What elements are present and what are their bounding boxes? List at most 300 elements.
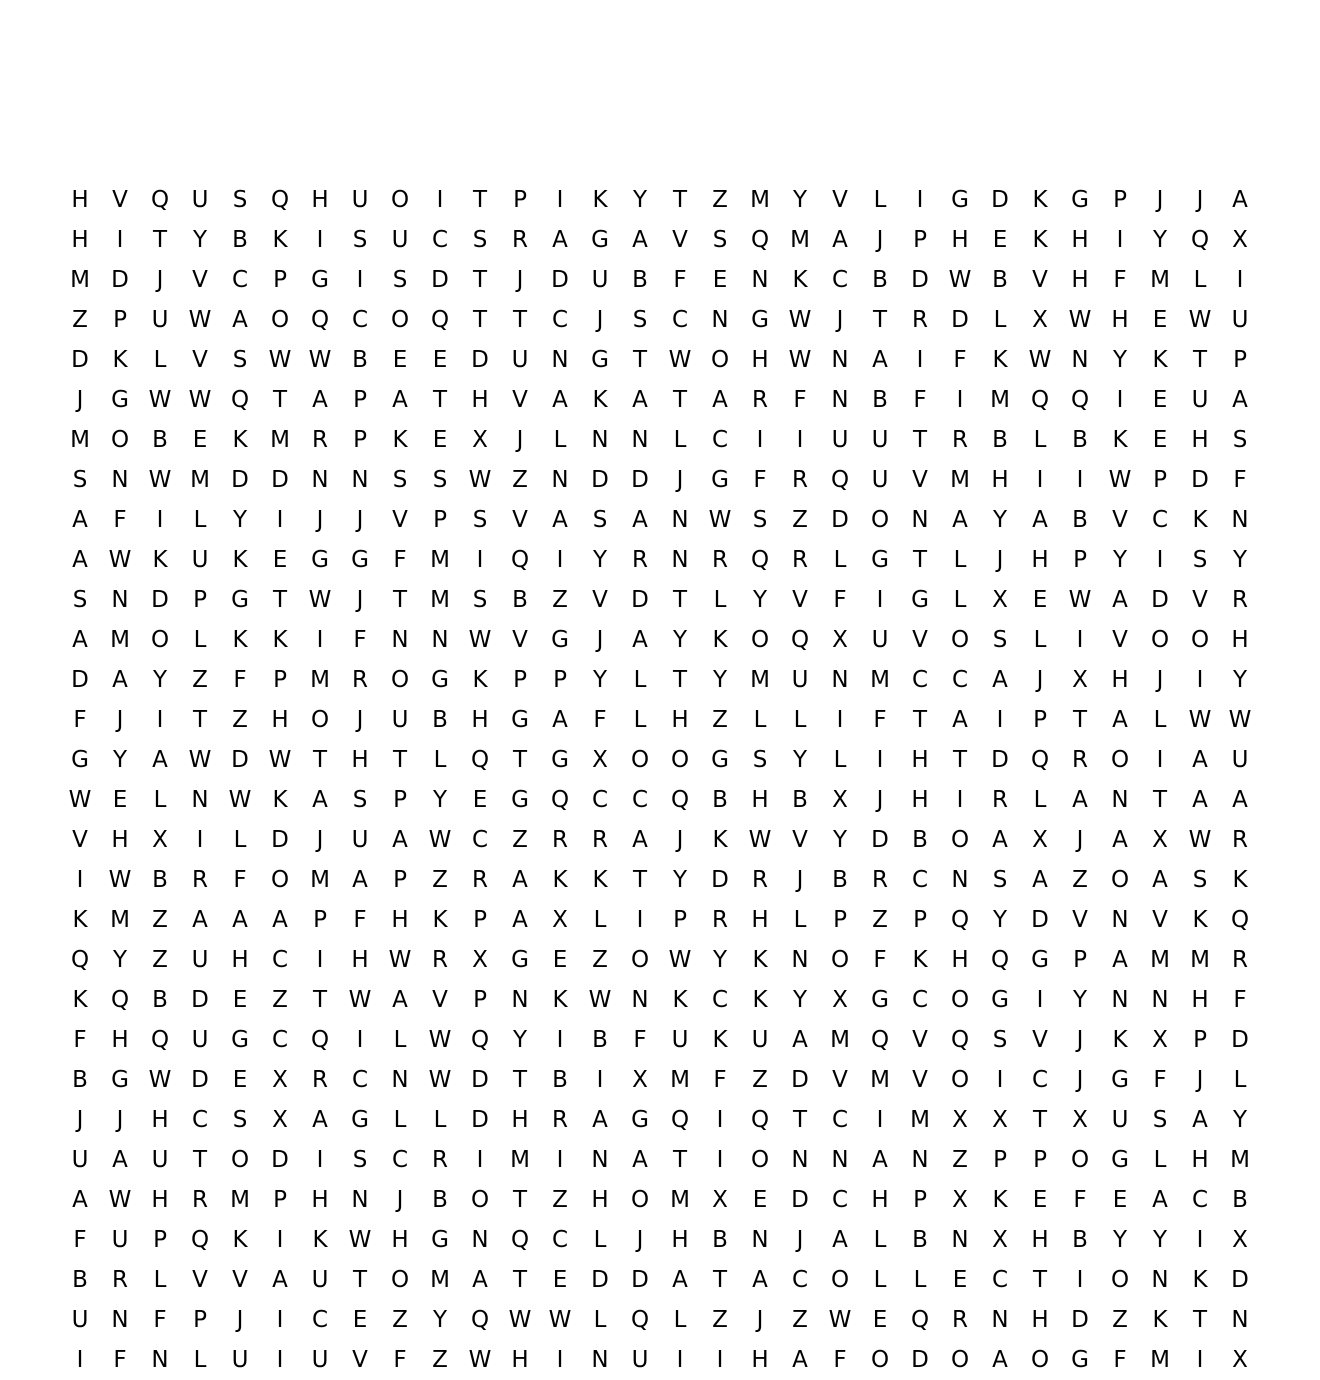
letter-cell[interactable]: L [953,546,967,573]
letter-cell[interactable]: L [153,786,167,813]
letter-cell[interactable]: G [311,266,329,293]
letter-cell[interactable]: T [512,306,528,333]
letter-cell[interactable]: S [472,586,488,613]
letter-cell[interactable]: Y [832,826,848,853]
letter-cell[interactable]: G [591,346,609,373]
letter-cell[interactable]: F [153,1306,167,1333]
letter-cell[interactable]: C [431,226,449,253]
letter-cell[interactable]: M [830,1026,850,1053]
letter-cell[interactable]: E [1032,586,1048,613]
letter-cell[interactable]: C [1151,506,1169,533]
letter-cell[interactable]: V [1072,906,1088,933]
letter-cell[interactable]: O [150,626,170,653]
letter-cell[interactable]: Y [792,746,808,773]
letter-cell[interactable]: A [312,1106,328,1133]
letter-cell[interactable]: I [276,1226,284,1253]
letter-cell[interactable]: I [476,546,484,573]
letter-cell[interactable]: A [1112,706,1128,733]
letter-cell[interactable]: B [832,866,848,893]
letter-cell[interactable]: K [712,826,728,853]
letter-cell[interactable]: E [432,346,448,373]
letter-cell[interactable]: C [591,786,609,813]
letter-cell[interactable]: K [232,626,248,653]
letter-cell[interactable]: Q [670,1106,690,1133]
letter-cell[interactable]: T [512,1186,528,1213]
letter-cell[interactable]: L [833,546,847,573]
letter-cell[interactable]: O [230,1146,250,1173]
letter-cell[interactable]: U [391,706,409,733]
letter-cell[interactable]: P [273,1186,287,1213]
letter-cell[interactable]: U [791,666,809,693]
letter-cell[interactable]: M [950,466,970,493]
letter-cell[interactable]: M [1150,266,1170,293]
letter-cell[interactable]: B [552,1066,568,1093]
letter-cell[interactable]: I [76,1346,84,1373]
letter-cell[interactable]: A [832,1226,848,1253]
letter-cell[interactable]: G [431,666,449,693]
letter-cell[interactable]: L [673,1306,687,1333]
letter-cell[interactable]: J [516,266,524,293]
letter-cell[interactable]: A [232,306,248,333]
letter-cell[interactable]: P [1153,466,1167,493]
letter-cell[interactable]: J [676,826,684,853]
letter-cell[interactable]: S [352,1146,368,1173]
letter-cell[interactable]: X [1072,666,1088,693]
letter-cell[interactable]: N [951,866,969,893]
letter-cell[interactable]: O [270,306,290,333]
letter-cell[interactable]: T [472,306,488,333]
letter-cell[interactable]: A [72,1186,88,1213]
letter-cell[interactable]: X [552,906,568,933]
letter-cell[interactable]: T [432,386,448,413]
letter-cell[interactable]: L [593,906,607,933]
letter-cell[interactable]: S [632,306,648,333]
letter-cell[interactable]: K [1112,426,1128,453]
letter-cell[interactable]: G [1071,1346,1089,1373]
letter-cell[interactable]: N [631,426,649,453]
letter-cell[interactable]: Q [1070,386,1090,413]
letter-cell[interactable]: V [432,986,448,1013]
letter-cell[interactable]: R [992,786,1008,813]
letter-cell[interactable]: V [1032,266,1048,293]
letter-cell[interactable]: N [191,786,209,813]
letter-cell[interactable]: T [312,746,328,773]
letter-cell[interactable]: H [71,186,89,213]
letter-cell[interactable]: G [511,786,529,813]
letter-cell[interactable]: I [116,226,124,253]
letter-cell[interactable]: H [951,946,969,973]
letter-cell[interactable]: K [752,946,768,973]
letter-cell[interactable]: T [1072,706,1088,733]
letter-cell[interactable]: G [631,1106,649,1133]
letter-cell[interactable]: Y [712,946,728,973]
letter-cell[interactable]: Y [1232,1106,1248,1133]
letter-cell[interactable]: J [756,1306,764,1333]
letter-cell[interactable]: A [1152,866,1168,893]
letter-cell[interactable]: Q [630,1306,650,1333]
letter-cell[interactable]: P [1193,1026,1207,1053]
letter-cell[interactable]: W [1108,466,1132,493]
letter-cell[interactable]: P [273,266,287,293]
letter-cell[interactable]: H [911,746,929,773]
letter-cell[interactable]: A [632,826,648,853]
letter-cell[interactable]: R [352,666,368,693]
letter-cell[interactable]: I [916,186,924,213]
letter-cell[interactable]: O [1110,866,1130,893]
letter-cell[interactable]: U [151,1146,169,1173]
letter-cell[interactable]: U [151,306,169,333]
letter-cell[interactable]: A [392,826,408,853]
letter-cell[interactable]: I [836,706,844,733]
letter-cell[interactable]: N [1111,786,1129,813]
letter-cell[interactable]: T [392,586,408,613]
letter-cell[interactable]: V [192,346,208,373]
letter-cell[interactable]: N [1111,906,1129,933]
letter-cell[interactable]: N [671,546,689,573]
letter-cell[interactable]: Q [1030,386,1050,413]
letter-cell[interactable]: C [711,986,729,1013]
letter-cell[interactable]: K [392,426,408,453]
letter-cell[interactable]: Y [792,986,808,1013]
letter-cell[interactable]: Y [672,866,688,893]
letter-cell[interactable]: G [911,586,929,613]
letter-cell[interactable]: I [956,386,964,413]
letter-cell[interactable]: M [1230,1146,1250,1173]
letter-cell[interactable]: M [1150,1346,1170,1373]
letter-cell[interactable]: W [708,506,732,533]
letter-cell[interactable]: G [351,1106,369,1133]
letter-cell[interactable]: V [672,226,688,253]
letter-cell[interactable]: H [511,1346,529,1373]
letter-cell[interactable]: D [631,466,649,493]
letter-cell[interactable]: J [996,546,1004,573]
letter-cell[interactable]: A [672,1266,688,1293]
letter-cell[interactable]: J [676,466,684,493]
letter-cell[interactable]: W [268,346,292,373]
letter-cell[interactable]: M [430,1266,450,1293]
letter-cell[interactable]: C [911,666,929,693]
letter-cell[interactable]: Y [1232,666,1248,693]
letter-cell[interactable]: L [633,706,647,733]
letter-cell[interactable]: U [671,1026,689,1053]
letter-cell[interactable]: K [232,1226,248,1253]
letter-cell[interactable]: A [1232,186,1248,213]
letter-cell[interactable]: T [672,666,688,693]
letter-cell[interactable]: P [673,906,687,933]
letter-cell[interactable]: I [276,1346,284,1373]
letter-cell[interactable]: Y [792,186,808,213]
letter-cell[interactable]: A [72,546,88,573]
letter-cell[interactable]: D [791,1066,809,1093]
letter-cell[interactable]: G [591,226,609,253]
letter-cell[interactable]: D [711,866,729,893]
letter-cell[interactable]: A [392,386,408,413]
letter-cell[interactable]: R [432,1146,448,1173]
letter-cell[interactable]: P [913,906,927,933]
letter-cell[interactable]: T [1032,1266,1048,1293]
letter-cell[interactable]: K [272,786,288,813]
letter-cell[interactable]: Y [592,546,608,573]
letter-cell[interactable]: O [750,626,770,653]
letter-cell[interactable]: X [832,626,848,653]
letter-cell[interactable]: Q [550,786,570,813]
letter-cell[interactable]: K [712,626,728,653]
letter-cell[interactable]: A [1112,586,1128,613]
letter-cell[interactable]: N [591,1346,609,1373]
letter-cell[interactable]: Z [592,946,608,973]
letter-cell[interactable]: O [390,666,410,693]
letter-cell[interactable]: H [391,906,409,933]
letter-cell[interactable]: J [356,506,364,533]
letter-cell[interactable]: O [950,986,970,1013]
letter-cell[interactable]: T [712,1266,728,1293]
letter-cell[interactable]: K [1032,186,1048,213]
letter-cell[interactable]: D [151,586,169,613]
letter-cell[interactable]: X [952,1106,968,1133]
letter-cell[interactable]: V [1112,626,1128,653]
letter-cell[interactable]: T [632,346,648,373]
letter-cell[interactable]: D [991,746,1009,773]
letter-cell[interactable]: F [353,626,367,653]
letter-cell[interactable]: W [748,826,772,853]
letter-cell[interactable]: A [992,666,1008,693]
letter-cell[interactable]: V [912,626,928,653]
letter-cell[interactable]: I [716,1346,724,1373]
letter-cell[interactable]: K [1192,506,1208,533]
letter-cell[interactable]: V [792,586,808,613]
letter-cell[interactable]: I [1116,226,1124,253]
letter-cell[interactable]: P [1073,546,1087,573]
letter-cell[interactable]: Z [552,586,568,613]
letter-cell[interactable]: K [312,1226,328,1253]
letter-cell[interactable]: Q [510,1226,530,1253]
letter-cell[interactable]: F [753,466,767,493]
letter-cell[interactable]: Q [670,786,690,813]
letter-cell[interactable]: F [1113,266,1127,293]
letter-cell[interactable]: Y [1112,546,1128,573]
letter-cell[interactable]: T [672,386,688,413]
letter-cell[interactable]: O [1030,1346,1050,1373]
letter-cell[interactable]: D [871,826,889,853]
letter-cell[interactable]: F [633,1026,647,1053]
letter-cell[interactable]: L [193,626,207,653]
letter-cell[interactable]: G [431,1226,449,1253]
letter-cell[interactable]: U [751,1026,769,1053]
letter-cell[interactable]: I [636,906,644,933]
letter-cell[interactable]: Q [470,746,490,773]
letter-cell[interactable]: Y [232,506,248,533]
letter-cell[interactable]: W [1028,346,1052,373]
letter-cell[interactable]: A [192,906,208,933]
letter-cell[interactable]: H [671,1226,689,1253]
letter-cell[interactable]: Z [152,946,168,973]
letter-cell[interactable]: W [788,306,812,333]
letter-cell[interactable]: I [556,1146,564,1173]
letter-cell[interactable]: X [992,586,1008,613]
letter-cell[interactable]: N [951,1226,969,1253]
letter-cell[interactable]: L [1033,426,1047,453]
letter-cell[interactable]: L [1153,1146,1167,1173]
letter-cell[interactable]: T [792,1106,808,1133]
letter-cell[interactable]: C [351,1066,369,1093]
letter-cell[interactable]: U [871,466,889,493]
letter-cell[interactable]: F [833,1346,847,1373]
letter-cell[interactable]: L [433,746,447,773]
letter-cell[interactable]: M [70,426,90,453]
letter-cell[interactable]: N [831,666,849,693]
letter-cell[interactable]: P [433,506,447,533]
letter-cell[interactable]: K [992,1186,1008,1213]
letter-cell[interactable]: A [1112,946,1128,973]
letter-cell[interactable]: Q [70,946,90,973]
letter-cell[interactable]: M [1150,946,1170,973]
letter-cell[interactable]: K [552,866,568,893]
letter-cell[interactable]: N [111,466,129,493]
letter-cell[interactable]: N [551,346,569,373]
letter-cell[interactable]: R [632,546,648,573]
letter-cell[interactable]: J [156,266,164,293]
letter-cell[interactable]: F [593,706,607,733]
letter-cell[interactable]: K [752,986,768,1013]
letter-cell[interactable]: W [468,466,492,493]
letter-cell[interactable]: G [511,706,529,733]
letter-cell[interactable]: O [310,706,330,733]
letter-cell[interactable]: S [472,506,488,533]
letter-cell[interactable]: H [751,906,769,933]
letter-cell[interactable]: X [632,1066,648,1093]
letter-cell[interactable]: L [433,1106,447,1133]
letter-cell[interactable]: H [951,226,969,253]
letter-cell[interactable]: R [912,306,928,333]
letter-cell[interactable]: U [191,946,209,973]
letter-cell[interactable]: K [592,386,608,413]
letter-cell[interactable]: O [1110,746,1130,773]
letter-cell[interactable]: A [632,506,648,533]
letter-cell[interactable]: S [992,1026,1008,1053]
letter-cell[interactable]: W [468,626,492,653]
letter-cell[interactable]: Z [392,1306,408,1333]
letter-cell[interactable]: U [351,186,369,213]
letter-cell[interactable]: B [912,1226,928,1253]
letter-cell[interactable]: Q [470,1306,490,1333]
letter-cell[interactable]: C [471,826,489,853]
letter-cell[interactable]: B [992,266,1008,293]
letter-cell[interactable]: Q [950,1026,970,1053]
letter-cell[interactable]: V [512,386,528,413]
letter-cell[interactable]: W [308,586,332,613]
letter-cell[interactable]: A [1112,826,1128,853]
letter-cell[interactable]: A [512,906,528,933]
letter-cell[interactable]: H [311,1186,329,1213]
letter-cell[interactable]: P [473,986,487,1013]
letter-cell[interactable]: C [791,1266,809,1293]
letter-cell[interactable]: K [272,626,288,653]
letter-cell[interactable]: D [471,1066,489,1093]
letter-cell[interactable]: S [1192,546,1208,573]
letter-cell[interactable]: S [992,626,1008,653]
letter-cell[interactable]: M [750,186,770,213]
letter-cell[interactable]: O [1190,626,1210,653]
letter-cell[interactable]: J [516,426,524,453]
letter-cell[interactable]: P [513,666,527,693]
letter-cell[interactable]: L [873,186,887,213]
letter-cell[interactable]: Y [432,1306,448,1333]
letter-cell[interactable]: X [712,1186,728,1213]
letter-cell[interactable]: A [1232,786,1248,813]
letter-cell[interactable]: M [190,466,210,493]
letter-cell[interactable]: U [391,226,409,253]
letter-cell[interactable]: U [191,1026,209,1053]
letter-cell[interactable]: Z [232,706,248,733]
letter-cell[interactable]: Z [1112,1306,1128,1333]
letter-cell[interactable]: E [192,426,208,453]
letter-cell[interactable]: W [308,346,332,373]
letter-cell[interactable]: T [952,746,968,773]
letter-cell[interactable]: H [151,1186,169,1213]
letter-cell[interactable]: H [911,786,929,813]
letter-cell[interactable]: E [1152,386,1168,413]
letter-cell[interactable]: P [393,866,407,893]
letter-cell[interactable]: A [1232,386,1248,413]
letter-cell[interactable]: R [792,546,808,573]
letter-cell[interactable]: O [710,346,730,373]
letter-cell[interactable]: B [992,426,1008,453]
letter-cell[interactable]: S [992,866,1008,893]
letter-cell[interactable]: Y [432,786,448,813]
letter-cell[interactable]: G [71,746,89,773]
letter-cell[interactable]: U [71,1146,89,1173]
letter-cell[interactable]: A [352,866,368,893]
letter-cell[interactable]: I [1116,386,1124,413]
letter-cell[interactable]: H [751,786,769,813]
letter-cell[interactable]: E [112,786,128,813]
letter-cell[interactable]: D [1071,1306,1089,1333]
letter-cell[interactable]: J [1196,1066,1204,1093]
letter-cell[interactable]: R [1232,946,1248,973]
letter-cell[interactable]: R [792,466,808,493]
letter-cell[interactable]: X [472,946,488,973]
letter-cell[interactable]: I [76,866,84,893]
letter-cell[interactable]: I [1076,466,1084,493]
letter-cell[interactable]: W [108,546,132,573]
letter-cell[interactable]: L [793,706,807,733]
letter-cell[interactable]: S [592,506,608,533]
letter-cell[interactable]: H [1191,426,1209,453]
letter-cell[interactable]: I [1036,466,1044,493]
letter-cell[interactable]: W [668,346,692,373]
letter-cell[interactable]: K [1232,866,1248,893]
letter-cell[interactable]: Q [750,1106,770,1133]
letter-cell[interactable]: B [1232,1186,1248,1213]
letter-cell[interactable]: P [353,426,367,453]
letter-cell[interactable]: A [592,1106,608,1133]
letter-cell[interactable]: X [1152,826,1168,853]
letter-cell[interactable]: O [870,1346,890,1373]
letter-cell[interactable]: L [1033,626,1047,653]
letter-cell[interactable]: B [1072,506,1088,533]
letter-cell[interactable]: I [1236,266,1244,293]
letter-cell[interactable]: Y [592,666,608,693]
letter-cell[interactable]: E [992,226,1008,253]
letter-cell[interactable]: I [156,506,164,533]
letter-cell[interactable]: H [1031,1226,1049,1253]
letter-cell[interactable]: C [831,1186,849,1213]
letter-cell[interactable]: N [351,466,369,493]
letter-cell[interactable]: T [472,186,488,213]
letter-cell[interactable]: O [630,1186,650,1213]
letter-cell[interactable]: W [148,1066,172,1093]
letter-cell[interactable]: N [1231,1306,1249,1333]
